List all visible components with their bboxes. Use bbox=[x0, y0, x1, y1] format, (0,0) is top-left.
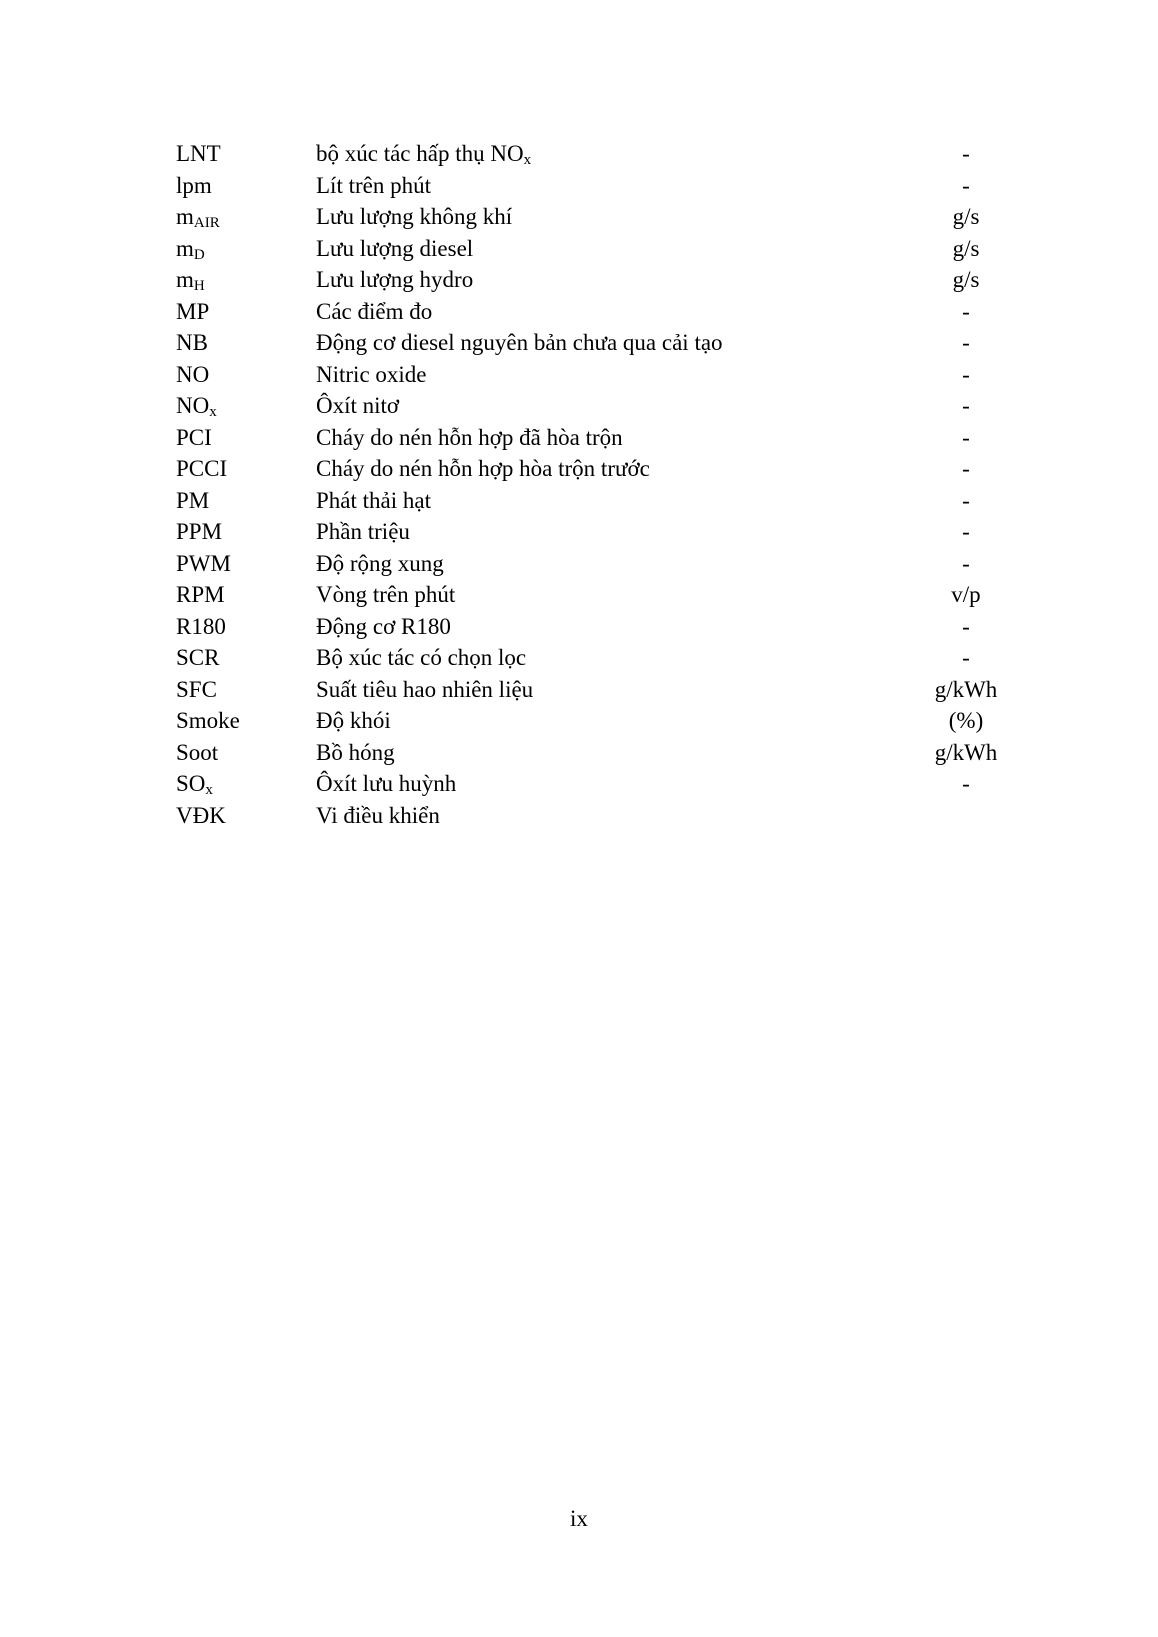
abbreviation-description: Lít trên phút bbox=[316, 172, 431, 198]
abbreviation-unit: g/kWh bbox=[934, 676, 998, 702]
abbreviation-unit: - bbox=[962, 361, 970, 387]
abbreviation-description: Ôxít lưu huỳnh bbox=[316, 771, 457, 796]
abbreviation-unit: g/s bbox=[952, 235, 980, 261]
abbreviation-term: LNT bbox=[176, 141, 221, 166]
abbreviation-unit: - bbox=[962, 456, 970, 481]
abbreviation-row bbox=[176, 453, 1036, 485]
abbreviation-description: Động cơ diesel nguyên bản chưa qua cải tạo bbox=[316, 330, 723, 355]
abbreviation-description: Lưu lượng không khí bbox=[316, 204, 513, 229]
abbreviation-description: Bộ xúc tác có chọn lọc bbox=[316, 645, 527, 670]
abbreviation-row bbox=[176, 674, 1036, 706]
abbreviation-description: Bồ hóng bbox=[316, 739, 395, 765]
abbreviation-row bbox=[176, 768, 1036, 800]
abbreviation-term: RPM bbox=[176, 582, 225, 607]
abbreviation-term: Soot bbox=[176, 739, 219, 765]
abbreviation-unit: - bbox=[962, 487, 970, 513]
abbreviation-term: PCCI bbox=[176, 456, 228, 481]
abbreviation-description: Độ rộng xung bbox=[316, 550, 444, 576]
abbreviation-row bbox=[176, 296, 1036, 328]
abbreviation-row bbox=[176, 233, 1036, 265]
abbreviation-unit: (%) bbox=[948, 708, 984, 733]
abbreviation-description: Nitric oxide bbox=[316, 361, 427, 387]
abbreviation-row bbox=[176, 642, 1036, 674]
abbreviation-row bbox=[176, 138, 1036, 170]
abbreviation-term: $NO_x$ bbox=[176, 393, 217, 420]
abbreviation-row bbox=[176, 170, 1036, 202]
abbreviation-term: NO bbox=[176, 361, 210, 387]
abbreviation-term: $m_H$ bbox=[176, 267, 205, 294]
abbreviation-unit: - bbox=[962, 141, 970, 166]
abbreviation-description: Lưu lượng diesel bbox=[316, 235, 474, 261]
abbreviation-term: MP bbox=[176, 298, 210, 324]
abbreviation-term: $SO_x$ bbox=[176, 771, 213, 798]
abbreviation-row bbox=[176, 485, 1036, 517]
abbreviation-row bbox=[176, 800, 1036, 832]
abbreviation-term: SCR bbox=[176, 645, 220, 670]
abbreviation-row bbox=[176, 327, 1036, 359]
abbreviation-term: $m_{AIR}$ bbox=[176, 204, 220, 231]
abbreviation-row bbox=[176, 705, 1036, 737]
abbreviation-term: lpm bbox=[176, 172, 212, 198]
abbreviation-description: Vi điều khiển bbox=[316, 802, 440, 828]
abbreviation-description: Phát thải hạt bbox=[316, 487, 431, 513]
abbreviation-unit: g/s bbox=[952, 267, 980, 292]
abbreviation-term: PWM bbox=[176, 550, 231, 576]
abbreviation-unit: - bbox=[962, 298, 970, 324]
abbreviation-term: PCI bbox=[176, 424, 212, 450]
abbreviation-row bbox=[176, 579, 1036, 611]
abbreviation-unit: - bbox=[962, 330, 970, 355]
abbreviation-row bbox=[176, 201, 1036, 233]
abbreviation-unit: - bbox=[962, 645, 970, 670]
abbreviation-term: VĐK bbox=[176, 802, 226, 828]
abbreviation-term: $m_D$ bbox=[176, 235, 205, 263]
abbreviation-description: Lưu lượng hydro bbox=[316, 267, 474, 292]
abbreviation-row bbox=[176, 737, 1036, 769]
abbreviation-unit: - bbox=[962, 172, 970, 198]
abbreviation-unit: v/p bbox=[951, 582, 981, 607]
abbreviation-row bbox=[176, 390, 1036, 422]
abbreviation-term: PPM bbox=[176, 519, 223, 544]
abbreviation-description: Suất tiêu hao nhiên liệu bbox=[316, 676, 534, 702]
abbreviation-description: Cháy do nén hỗn hợp hòa trộn trước bbox=[316, 456, 650, 481]
abbreviation-description: Phần triệu bbox=[316, 519, 410, 544]
abbreviation-row bbox=[176, 359, 1036, 391]
abbreviation-list bbox=[176, 138, 1036, 831]
abbreviation-row bbox=[176, 264, 1036, 296]
abbreviation-unit: - bbox=[962, 424, 970, 450]
abbreviation-description: Ôxít nitơ bbox=[316, 393, 400, 418]
page-number: ix bbox=[570, 1506, 588, 1531]
abbreviation-unit: - bbox=[962, 393, 970, 418]
abbreviation-unit: - bbox=[962, 519, 970, 544]
abbreviation-description: Động cơ R180 bbox=[316, 613, 451, 639]
abbreviation-row bbox=[176, 548, 1036, 580]
abbreviation-unit: - bbox=[962, 613, 970, 639]
abbreviation-unit: - bbox=[962, 550, 970, 576]
abbreviation-term: SFC bbox=[176, 676, 217, 702]
abbreviation-description: Vòng trên phút bbox=[316, 582, 456, 607]
abbreviation-unit: g/s bbox=[952, 204, 980, 229]
abbreviation-term: R180 bbox=[176, 613, 226, 639]
abbreviation-row bbox=[176, 611, 1036, 643]
abbreviation-unit: - bbox=[962, 771, 970, 796]
abbreviation-description: Độ khói bbox=[316, 708, 391, 733]
abbreviation-unit: g/kWh bbox=[934, 739, 998, 765]
abbreviation-row bbox=[176, 422, 1036, 454]
abbreviation-term: Smoke bbox=[176, 708, 240, 733]
abbreviation-description: Các điểm đo bbox=[316, 298, 433, 324]
abbreviation-term: PM bbox=[176, 487, 210, 513]
abbreviation-description: Cháy do nén hỗn hợp đã hòa trộn bbox=[316, 424, 623, 450]
abbreviation-term: NB bbox=[176, 330, 208, 355]
abbreviation-row bbox=[176, 516, 1036, 548]
abbreviation-description: bộ xúc tác hấp thụ $NO_x$ bbox=[316, 141, 532, 168]
